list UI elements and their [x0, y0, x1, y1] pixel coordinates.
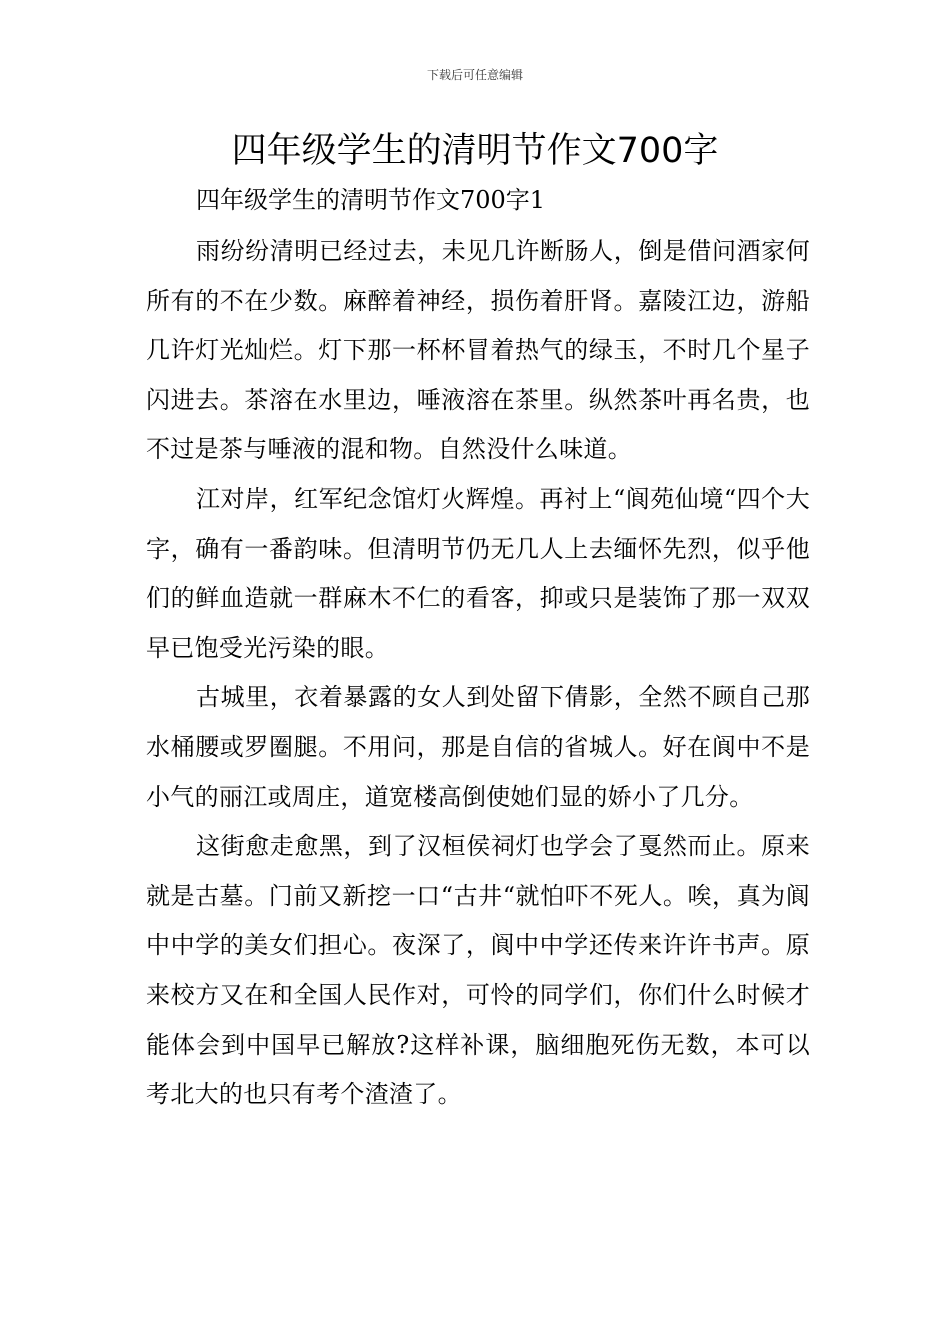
paragraph-2: 江对岸，红军纪念馆灯火辉煌。再衬上“阆苑仙境“四个大字，确有一番韵味。但清明节仍无几人上去缅怀先烈，似乎他们的鲜血造就一群麻木不仁的看客，抑或只是装饰了那一双双早已饱受光污染的眼。 — [146, 484, 810, 662]
document-subtitle: 四年级学生的清明节作文700字1 — [196, 186, 546, 214]
paragraph-4: 这街愈走愈黑，到了汉桓侯祠灯也学会了戛然而止。原来就是古墓。门前又新挖一口“古井“就怕吓不死人。唉，真为阆中中学的美女们担心。夜深了，阆中中学还传来许许书声。原来校方又在和全国人民作对，可怜的同学们，你们什么时候才能体会到中国早已解放?这样补课，脑细胞死伤无数，本可以考北大的也只有考个渣渣了。 — [146, 832, 810, 1109]
document-title: 四年级学生的清明节作文700字 — [231, 131, 719, 171]
paragraph-1: 雨纷纷清明已经过去，未见几许断肠人，倒是借问酒家何所有的不在少数。麻醉着神经，损伤着肝肾。嘉陵江边，游船几许灯光灿烂。灯下那一杯杯冒着热气的绿玉，不时几个星子闪进去。茶溶在水里边，唾液溶在茶里。纵然茶叶再名贵，也不过是茶与唾液的混和物。自然没什么味道。 — [146, 237, 810, 464]
body-text — [146, 227, 810, 1120]
paragraph-3: 古城里，衣着暴露的女人到处留下倩影，全然不顾自己那水桶腰或罗圈腿。不用问，那是自信的省城人。好在阆中不是小气的丽江或周庄，道宽楼高倒使她们显的娇小了几分。 — [146, 683, 810, 811]
header-note: 下载后可任意编辑 — [426, 68, 523, 82]
